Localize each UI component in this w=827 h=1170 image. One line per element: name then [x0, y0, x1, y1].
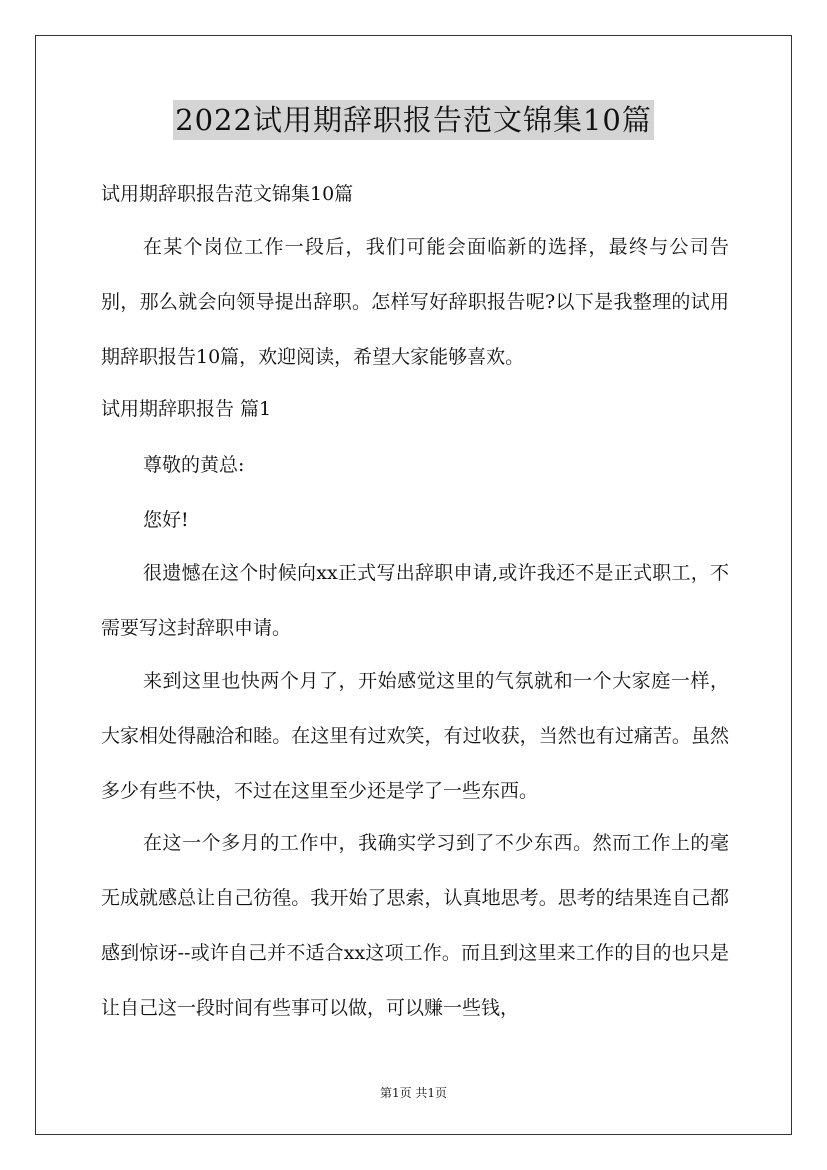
intro-paragraph: 在某个岗位工作一段后，我们可能会面临新的选择，最终与公司告别，那么就会向领导提出辞职。怎样写好辞职报告呢?以下是我整理的试用期辞职报告10篇，欢迎阅读，希望大家能够喜欢。 — [101, 236, 729, 368]
page-footer: 第1页 共1页 — [379, 1086, 448, 1100]
greeting: 您好! — [143, 509, 189, 531]
salutation: 尊敬的黄总: — [143, 454, 245, 476]
document-title — [0, 100, 827, 140]
document-subtitle: 试用期辞职报告范文锦集10篇 — [101, 183, 354, 205]
body-paragraph-3: 在这一个多月的工作中，我确实学习到了不少东西。然而工作上的毫无成就感总让自己彷徨。我开始了思索，认真地思考。思考的结果连自己都感到惊讶--或许自己并不适合xx这项工作。而且到这里来工作的目的也只是让自己这一段时间有些事可以做，可以赚一些钱， — [101, 832, 729, 1019]
section-heading: 试用期辞职报告 篇1 — [101, 398, 272, 420]
body-paragraph-2: 来到这里也快两个月了，开始感觉这里的气氛就和一个大家庭一样，大家相处得融洽和睦。在这里有过欢笑，有过收获，当然也有过痛苦。虽然多少有些不快，不过在这里至少还是学了一些东西。 — [101, 670, 729, 802]
document-title-text: 2022试用期辞职报告范文锦集10篇 — [173, 100, 654, 140]
body-paragraph-1: 很遗憾在这个时候向xx正式写出辞职申请,或许我还不是正式职工，不需要写这封辞职申请。 — [101, 562, 729, 639]
